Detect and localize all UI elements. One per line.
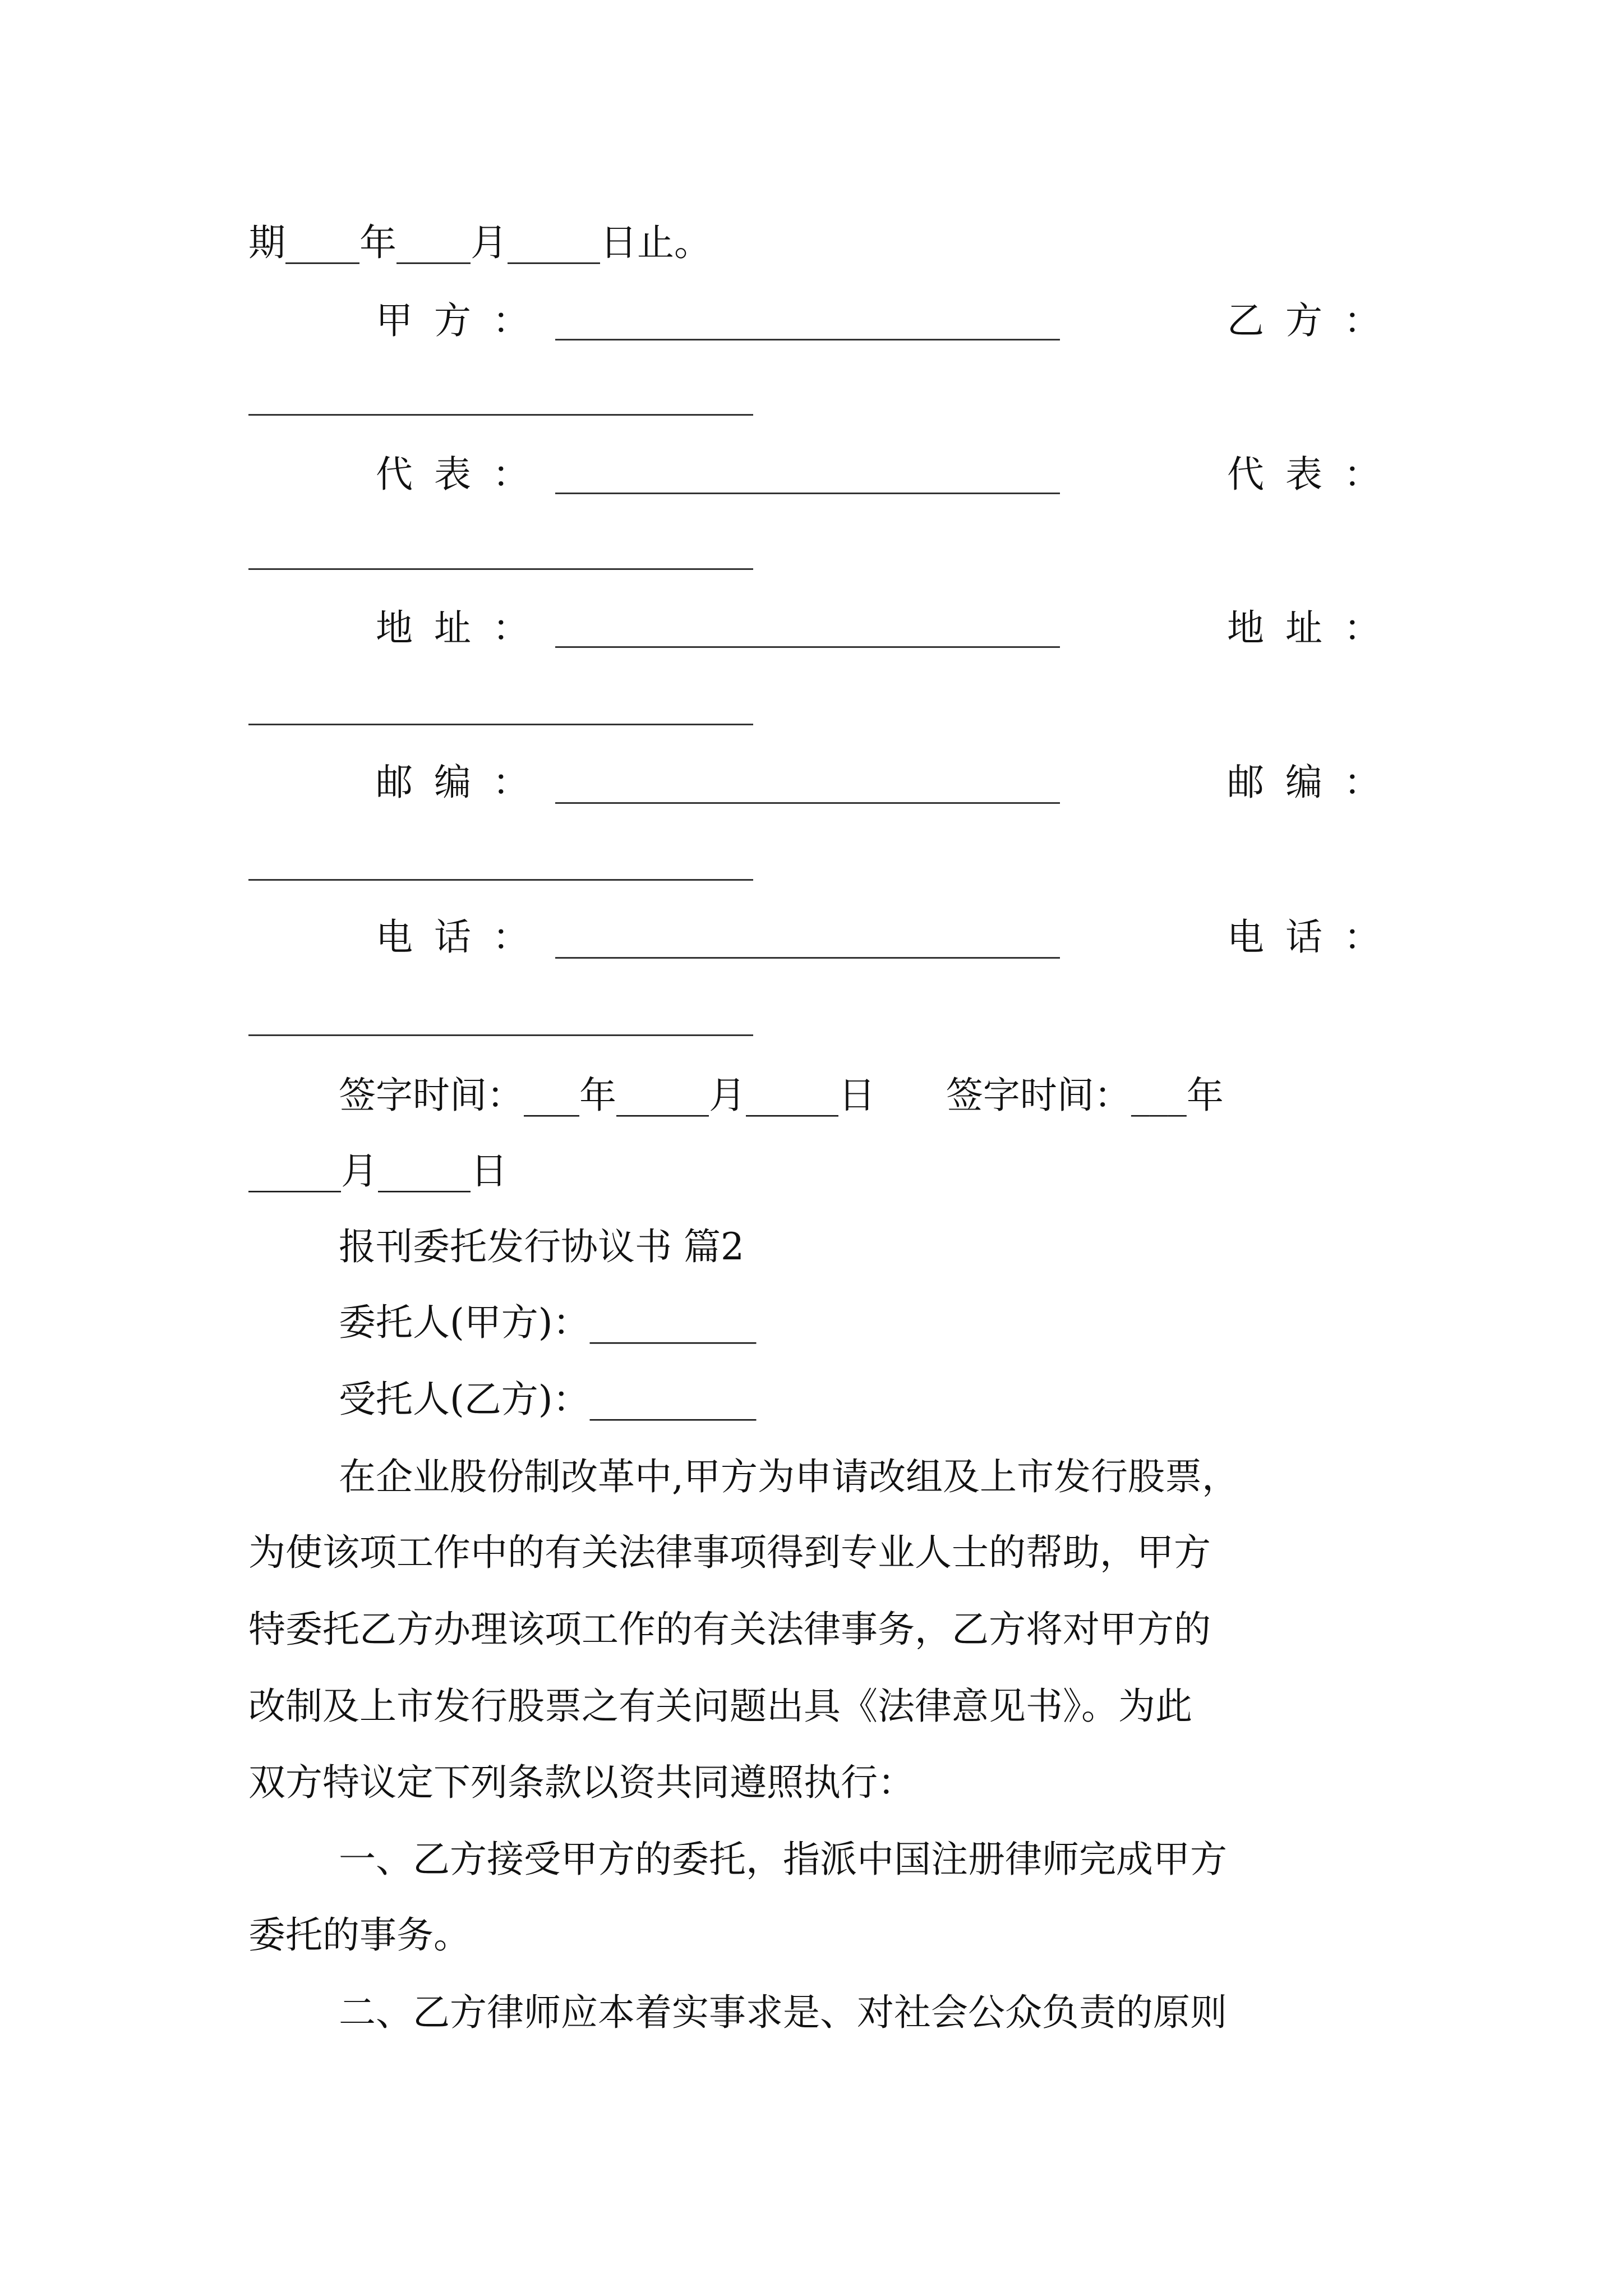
paragraph-1-line-2: 为使该项工作中的有关法律事项得到专业人士的帮助，甲方	[248, 1531, 1211, 1574]
client-line: 委托人(甲方)：_________	[339, 1301, 757, 1344]
phone-b-blank	[248, 1034, 753, 1036]
postcode-a-blank	[555, 802, 1060, 804]
party-b-label: 乙方：	[1227, 299, 1402, 342]
clause-1-line-1: 一、乙方接受甲方的委托，指派中国注册律师完成甲方	[339, 1838, 1227, 1881]
clause-2-line-1: 二、乙方律师应本着实事求是、对社会公众负责的原则	[339, 1991, 1227, 2034]
phone-a-blank	[555, 957, 1060, 959]
paragraph-1-line-4: 改制及上市发行股票之有关问题出具《法律意见书》。为此	[248, 1685, 1192, 1728]
paragraph-1-line-5: 双方特议定下列条款以资共同遵照执行：	[248, 1761, 915, 1804]
phone-b-label: 电话：	[1227, 915, 1402, 959]
party-a-blank	[555, 339, 1060, 341]
address-b-blank	[248, 724, 753, 725]
party-b-blank	[248, 414, 753, 416]
paragraph-1-line-1: 在企业股份制改革中,甲方为申请改组及上市发行股票，	[339, 1455, 1239, 1498]
rep-a-label: 代表：	[376, 453, 551, 496]
paragraph-1-line-3: 特委托乙方办理该项工作的有关法律事务，乙方将对甲方的	[248, 1608, 1211, 1651]
postcode-b-label: 邮编：	[1227, 761, 1402, 804]
address-a-label: 地址：	[376, 606, 551, 650]
party-a-label: 甲方：	[376, 299, 551, 342]
rep-b-label: 代表：	[1227, 453, 1402, 496]
sign-time-line-1: 签字时间：___年_____月_____日 签字时间：___年	[339, 1074, 1224, 1117]
address-a-blank	[555, 646, 1060, 648]
clause-1-line-2: 委托的事务。	[248, 1913, 471, 1957]
phone-a-label: 电话：	[376, 915, 551, 959]
rep-b-blank	[248, 568, 753, 570]
postcode-b-blank	[248, 879, 753, 881]
postcode-a-label: 邮编：	[376, 761, 551, 804]
closing-date-line: 期____年____月_____日止。	[248, 221, 711, 264]
section-title: 报刊委托发行协议书 篇2	[339, 1225, 744, 1268]
rep-a-blank	[555, 493, 1060, 494]
agent-line: 受托人(乙方)：_________	[339, 1378, 757, 1421]
address-b-label: 地址：	[1227, 606, 1402, 650]
sign-time-line-2: _____月_____日	[248, 1149, 508, 1193]
